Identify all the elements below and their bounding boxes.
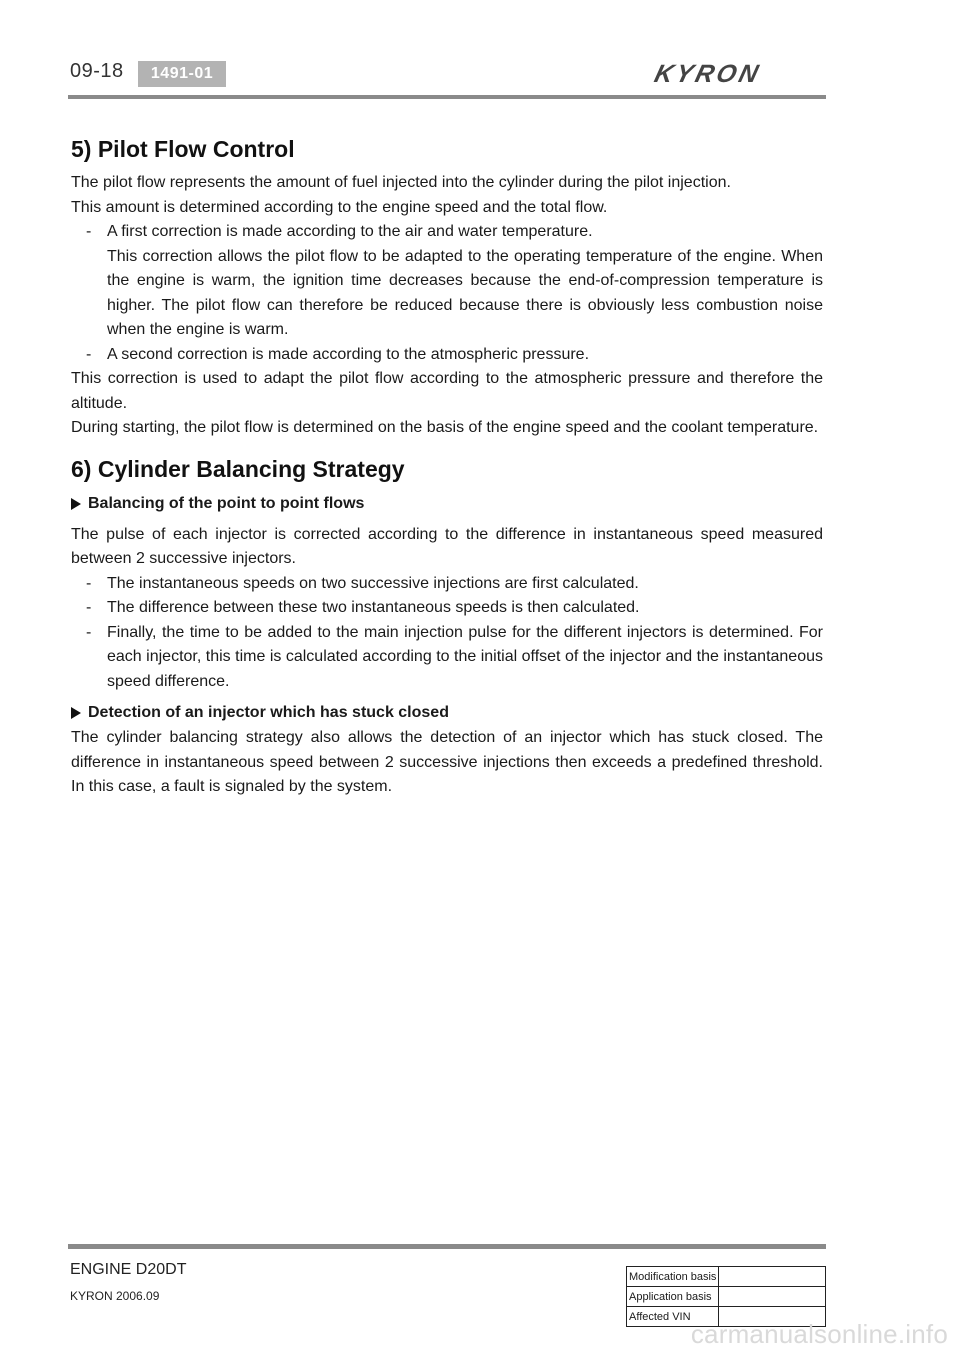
table-value <box>719 1287 826 1307</box>
subsection-heading-text: Detection of an injector which has stuck closed <box>88 704 449 721</box>
watermark: carmanualsonline.info <box>690 1319 948 1349</box>
paragraph: During starting, the pilot flow is determined on the basis of the engine speed and the coolant temperature. <box>71 419 819 436</box>
table-label: Modification basis <box>627 1267 719 1287</box>
brand-logo: KYRON <box>651 60 764 88</box>
bullet-continuation: This correction allows the pilot flow to be adapted to the operating temperature of the engine. When the engine is warm, the ignition time decreases because the end-of-compression temperature is higher. The pilot flow can therefore be reduced because there is obviously less combustion noise when the engine is warm. <box>107 247 823 338</box>
table-label: Affected VIN <box>627 1307 719 1327</box>
page-number: 09-18 <box>70 60 124 82</box>
section-heading-cylinder-balancing: 6) Cylinder Balancing Strategy <box>71 455 405 482</box>
subsection-heading <box>71 491 823 517</box>
section-code-badge: 1491-01 <box>138 61 226 87</box>
bullet-item <box>71 596 823 621</box>
table-row <box>627 1267 826 1287</box>
footer-subtitle: KYRON 2006.09 <box>70 1289 160 1303</box>
bullet-text: A second correction is made according to the atmospheric pressure. <box>107 345 590 363</box>
paragraph: The pilot flow represents the amount of fuel injected into the cylinder during the pilot injection. <box>71 174 731 191</box>
dash-marker: - <box>86 574 92 592</box>
bullet-item <box>71 343 823 368</box>
paragraph: This amount is determined according to the engine speed and the total flow. <box>71 198 608 216</box>
paragraph: This correction is used to adapt the pilot flow according to the atmospheric pressure and therefore the altitude. <box>71 370 823 412</box>
footer-divider <box>68 1244 826 1249</box>
bullet-text: Finally, the time to be added to the main injection pulse for the different injectors is determined. For each injector, this time is calculated according to the initial offset of the injector and the instantaneous speed difference. <box>107 623 823 690</box>
bullet-item <box>71 220 823 245</box>
bullet-text: The instantaneous speeds on two successive injections are first calculated. <box>107 574 639 592</box>
table-row <box>627 1287 826 1307</box>
section-heading-pilot-flow: 5) Pilot Flow Control <box>71 136 295 162</box>
dash-marker: - <box>86 623 92 641</box>
footer-title: ENGINE D20DT <box>70 1261 187 1278</box>
dash-marker: - <box>86 599 92 616</box>
subsection-heading-text: Balancing of the point to point flows <box>88 494 365 512</box>
dash-marker: - <box>86 345 92 363</box>
table-label: Application basis <box>627 1287 719 1307</box>
paragraph: The pulse of each injector is corrected according to the difference in instantaneous speed measured between 2 successive injectors. <box>71 525 823 567</box>
table-value <box>719 1267 826 1287</box>
document-body <box>71 133 823 800</box>
header-divider <box>68 95 826 99</box>
subsection-heading <box>71 700 823 726</box>
bullet-item <box>71 621 823 695</box>
triangle-bullet-icon <box>71 707 81 719</box>
bullet-text: A first correction is made according to the air and water temperature. <box>107 223 593 240</box>
paragraph: The cylinder balancing strategy also allows the detection of an injector which has stuck closed. The difference in instantaneous speed between 2 successive injections then exceeds a predefined threshold. In this case, a fault is signaled by the system. <box>71 729 823 795</box>
bullet-text: The difference between these two instantaneous speeds is then calculated. <box>107 599 640 616</box>
triangle-bullet-icon <box>71 498 81 510</box>
revision-table <box>626 1266 826 1327</box>
bullet-item <box>71 572 823 597</box>
dash-marker: - <box>86 223 92 240</box>
